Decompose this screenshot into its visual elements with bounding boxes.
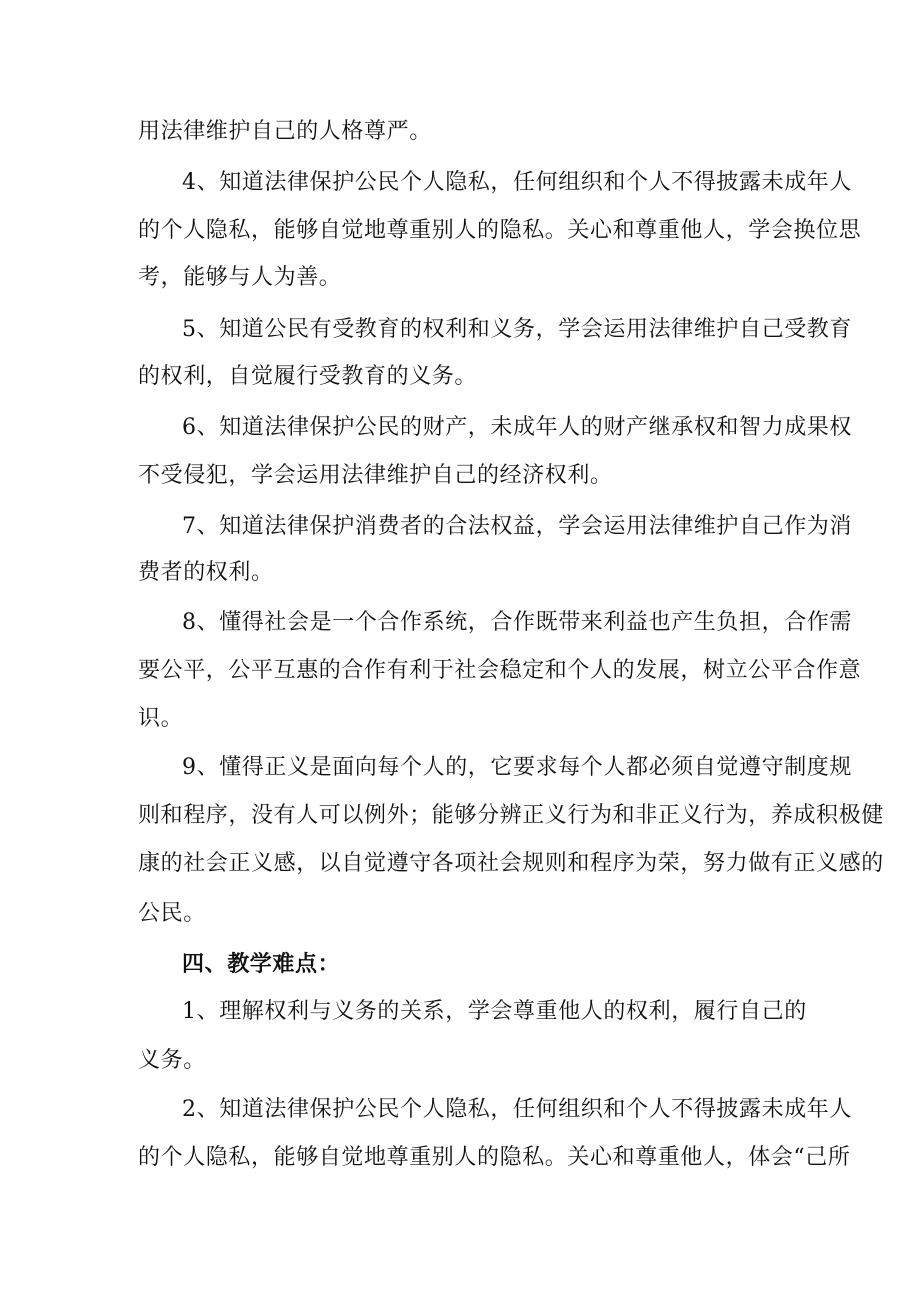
paragraph-line: 考，能够与人为善。 [138, 265, 342, 290]
paragraph-line: 要公平，公平互惠的合作有利于社会稳定和个人的发展，树立公平合作意 [138, 658, 862, 683]
paragraph-line: 识。 [138, 706, 184, 731]
paragraph-line: 的个人隐私，能够自觉地尊重别人的隐私。关心和尊重他人，学会换位思 [138, 218, 862, 243]
paragraph-line: 的权利，自觉履行受教育的义务。 [138, 364, 478, 389]
paragraph-line: 不受侵犯，学会运用法律维护自己的经济权利。 [138, 463, 613, 488]
paragraph-line: 公民。 [138, 901, 206, 926]
paragraph-line: 1、理解权利与义务的关系，学会尊重他人的权利，履行自己的 [182, 999, 807, 1024]
paragraph-line: 8、懂得社会是一个合作系统，合作既带来利益也产生负担，合作需 [182, 610, 852, 635]
paragraph-line: 的个人隐私，能够自觉地尊重别人的隐私。关心和尊重他人，体会“己所 [138, 1145, 851, 1170]
paragraph-line: 6、知道法律保护公民的财产，未成年人的财产继承权和智力成果权 [182, 415, 852, 440]
paragraph-line: 2、知道法律保护公民个人隐私，任何组织和个人不得披露未成年人 [182, 1097, 852, 1122]
paragraph-line: 则和程序，没有人可以例外；能够分辨正义行为和非正义行为，养成积极健 [138, 803, 884, 828]
paragraph-line: 义务。 [138, 1048, 206, 1073]
section-heading: 四、教学难点： [182, 951, 341, 977]
paragraph-line: 4、知道法律保护公民个人隐私，任何组织和个人不得披露未成年人 [182, 170, 852, 195]
paragraph-line: 9、懂得正义是面向每个人的，它要求每个人都必须自觉遵守制度规 [182, 755, 852, 780]
paragraph-line: 7、知道法律保护消费者的合法权益，学会运用法律维护自己作为消 [182, 514, 852, 539]
paragraph-line: 5、知道公民有受教育的权利和义务，学会运用法律维护自己受教育 [182, 317, 852, 342]
paragraph-line: 用法律维护自己的人格尊严。 [138, 119, 432, 144]
paragraph-line: 费者的权利。 [138, 560, 274, 585]
paragraph-line: 康的社会正义感，以自觉遵守各项社会规则和程序为荣，努力做有正义感的 [138, 851, 884, 876]
